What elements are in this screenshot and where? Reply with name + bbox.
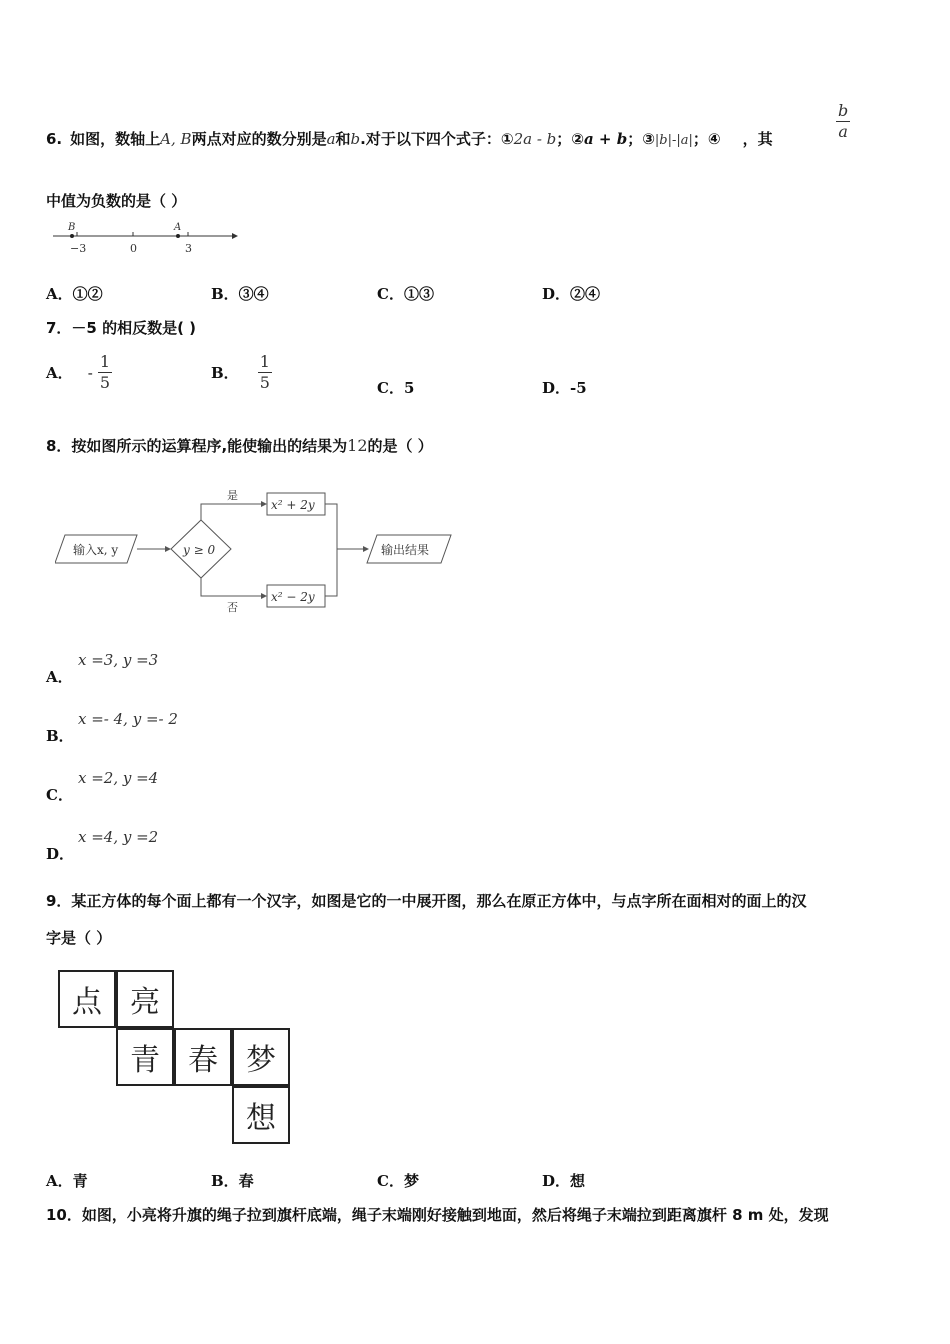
- q6-option-b[interactable]: B．③④: [211, 285, 269, 303]
- net-face-chun: 春: [174, 1028, 232, 1086]
- q6-stem-line2: 中值为负数的是（ ）: [46, 192, 187, 210]
- q6-var-a: a: [326, 130, 336, 148]
- q7-option-c[interactable]: C．5: [377, 379, 415, 397]
- q10-stem: 10．如图，小亮将升旗的绳子拉到旗杆底端，绳子末端刚好接触到地面，然后将绳子末端拉到距离旗杆 8 m 处，发现: [46, 1206, 829, 1224]
- q6-expr2: a + b: [583, 130, 628, 148]
- net-face-qing: 青: [116, 1028, 174, 1086]
- q8-option-d-label: D．: [46, 845, 75, 863]
- q6-text-g: ；④: [692, 130, 721, 148]
- q6-fraction-b-over-a: [836, 101, 850, 142]
- q6-text-c: 和: [335, 130, 351, 148]
- q8-option-c-label: C．: [46, 786, 73, 804]
- q6-option-d[interactable]: D．②④: [542, 285, 601, 303]
- q6-option-c[interactable]: C．①③: [377, 285, 434, 303]
- q6-frac-num: b: [838, 101, 849, 120]
- nl-label-b: B: [68, 222, 76, 233]
- q8-option-a-label: A．: [46, 668, 73, 686]
- q6-text-h: ，其: [742, 130, 773, 148]
- q9-option-c[interactable]: C．梦: [377, 1172, 419, 1190]
- q9-option-b[interactable]: B．春: [211, 1172, 254, 1190]
- q6-option-a[interactable]: A．①②: [46, 285, 103, 303]
- flow-condition: y ≥ 0: [183, 543, 216, 557]
- q6-var-ab: A, B: [160, 130, 192, 148]
- q7-option-d[interactable]: D．-5: [542, 379, 587, 397]
- q9-option-d[interactable]: D．想: [542, 1172, 586, 1190]
- flow-yes-label: 是: [227, 489, 238, 502]
- nl-tick-mid: 0: [130, 242, 137, 255]
- q7-option-b[interactable]: [211, 352, 272, 393]
- q8-option-b-expr: x =- 4, y =- 2: [78, 710, 178, 728]
- q8-stem-a: 8．按如图所示的运算程序,能使输出的结果为: [46, 437, 348, 455]
- q6-text-a: 如图，数轴上: [70, 130, 161, 148]
- q7-option-b-label: B．: [211, 364, 239, 382]
- q7-b-num: 1: [259, 352, 270, 371]
- q6-text-b: 两点对应的数分别是: [191, 130, 327, 148]
- q6-text-e: ；②: [556, 130, 584, 148]
- q7-option-b-fraction: [258, 352, 272, 393]
- q6-frac-den: a: [838, 122, 848, 141]
- q7-a-den: 5: [99, 373, 111, 392]
- q6-number-line: [50, 220, 250, 256]
- q8-option-d-expr: x =4, y =2: [78, 828, 159, 846]
- q6-text-d: .对于以下四个式子：①: [360, 130, 514, 148]
- net-face-xiang: 想: [232, 1086, 290, 1144]
- net-face-liang: 亮: [116, 970, 174, 1028]
- nl-label-a: A: [174, 222, 182, 233]
- q6-expr1: 2a - b: [513, 130, 557, 148]
- q8-option-b-label: B．: [46, 727, 74, 745]
- q6-var-b: b: [350, 130, 361, 148]
- q6-stem-line1: [46, 128, 773, 149]
- q7-stem: 7．－5 的相反数是( ): [46, 319, 197, 337]
- q8-stem: [46, 435, 433, 456]
- q8-option-a-expr: x =3, y =3: [78, 651, 159, 669]
- q7-option-a-sign: -: [87, 363, 93, 382]
- q7-a-num: 1: [99, 352, 111, 371]
- q9-stem-line2: 字是（ ）: [46, 929, 112, 947]
- nl-tick-right: 3: [185, 242, 192, 255]
- q6-expr3: |b|-|a|: [654, 133, 693, 148]
- net-face-meng: 梦: [232, 1028, 290, 1086]
- flow-no-label: 否: [227, 601, 238, 614]
- q9-option-a[interactable]: A．青: [46, 1172, 88, 1190]
- q6-number: 6.: [46, 130, 63, 148]
- q6-text-f: ；③: [627, 130, 655, 148]
- flow-top-box: x² + 2y: [271, 498, 315, 512]
- nl-tick-left: −3: [70, 242, 87, 255]
- q7-option-a-label: A．: [46, 364, 73, 382]
- flow-bottom-box: x² − 2y: [271, 590, 315, 604]
- q7-b-den: 5: [259, 373, 270, 392]
- q8-flowchart: [55, 485, 455, 615]
- flow-output: 输出结果: [381, 543, 430, 557]
- net-face-dian: 点: [58, 970, 116, 1028]
- q7-option-a-fraction: [98, 352, 112, 393]
- q7-option-a[interactable]: [46, 352, 112, 393]
- q8-stem-b: 的是（ ）: [367, 437, 433, 455]
- flow-input: 输入x, y: [73, 543, 119, 557]
- q8-stem-num: 12: [347, 436, 368, 455]
- q8-option-c-expr: x =2, y =4: [78, 769, 159, 787]
- q9-stem-line1: 9．某正方体的每个面上都有一个汉字，如图是它的一中展开图，那么在原正方体中，与点字所在面相对的面上的汉: [46, 892, 807, 910]
